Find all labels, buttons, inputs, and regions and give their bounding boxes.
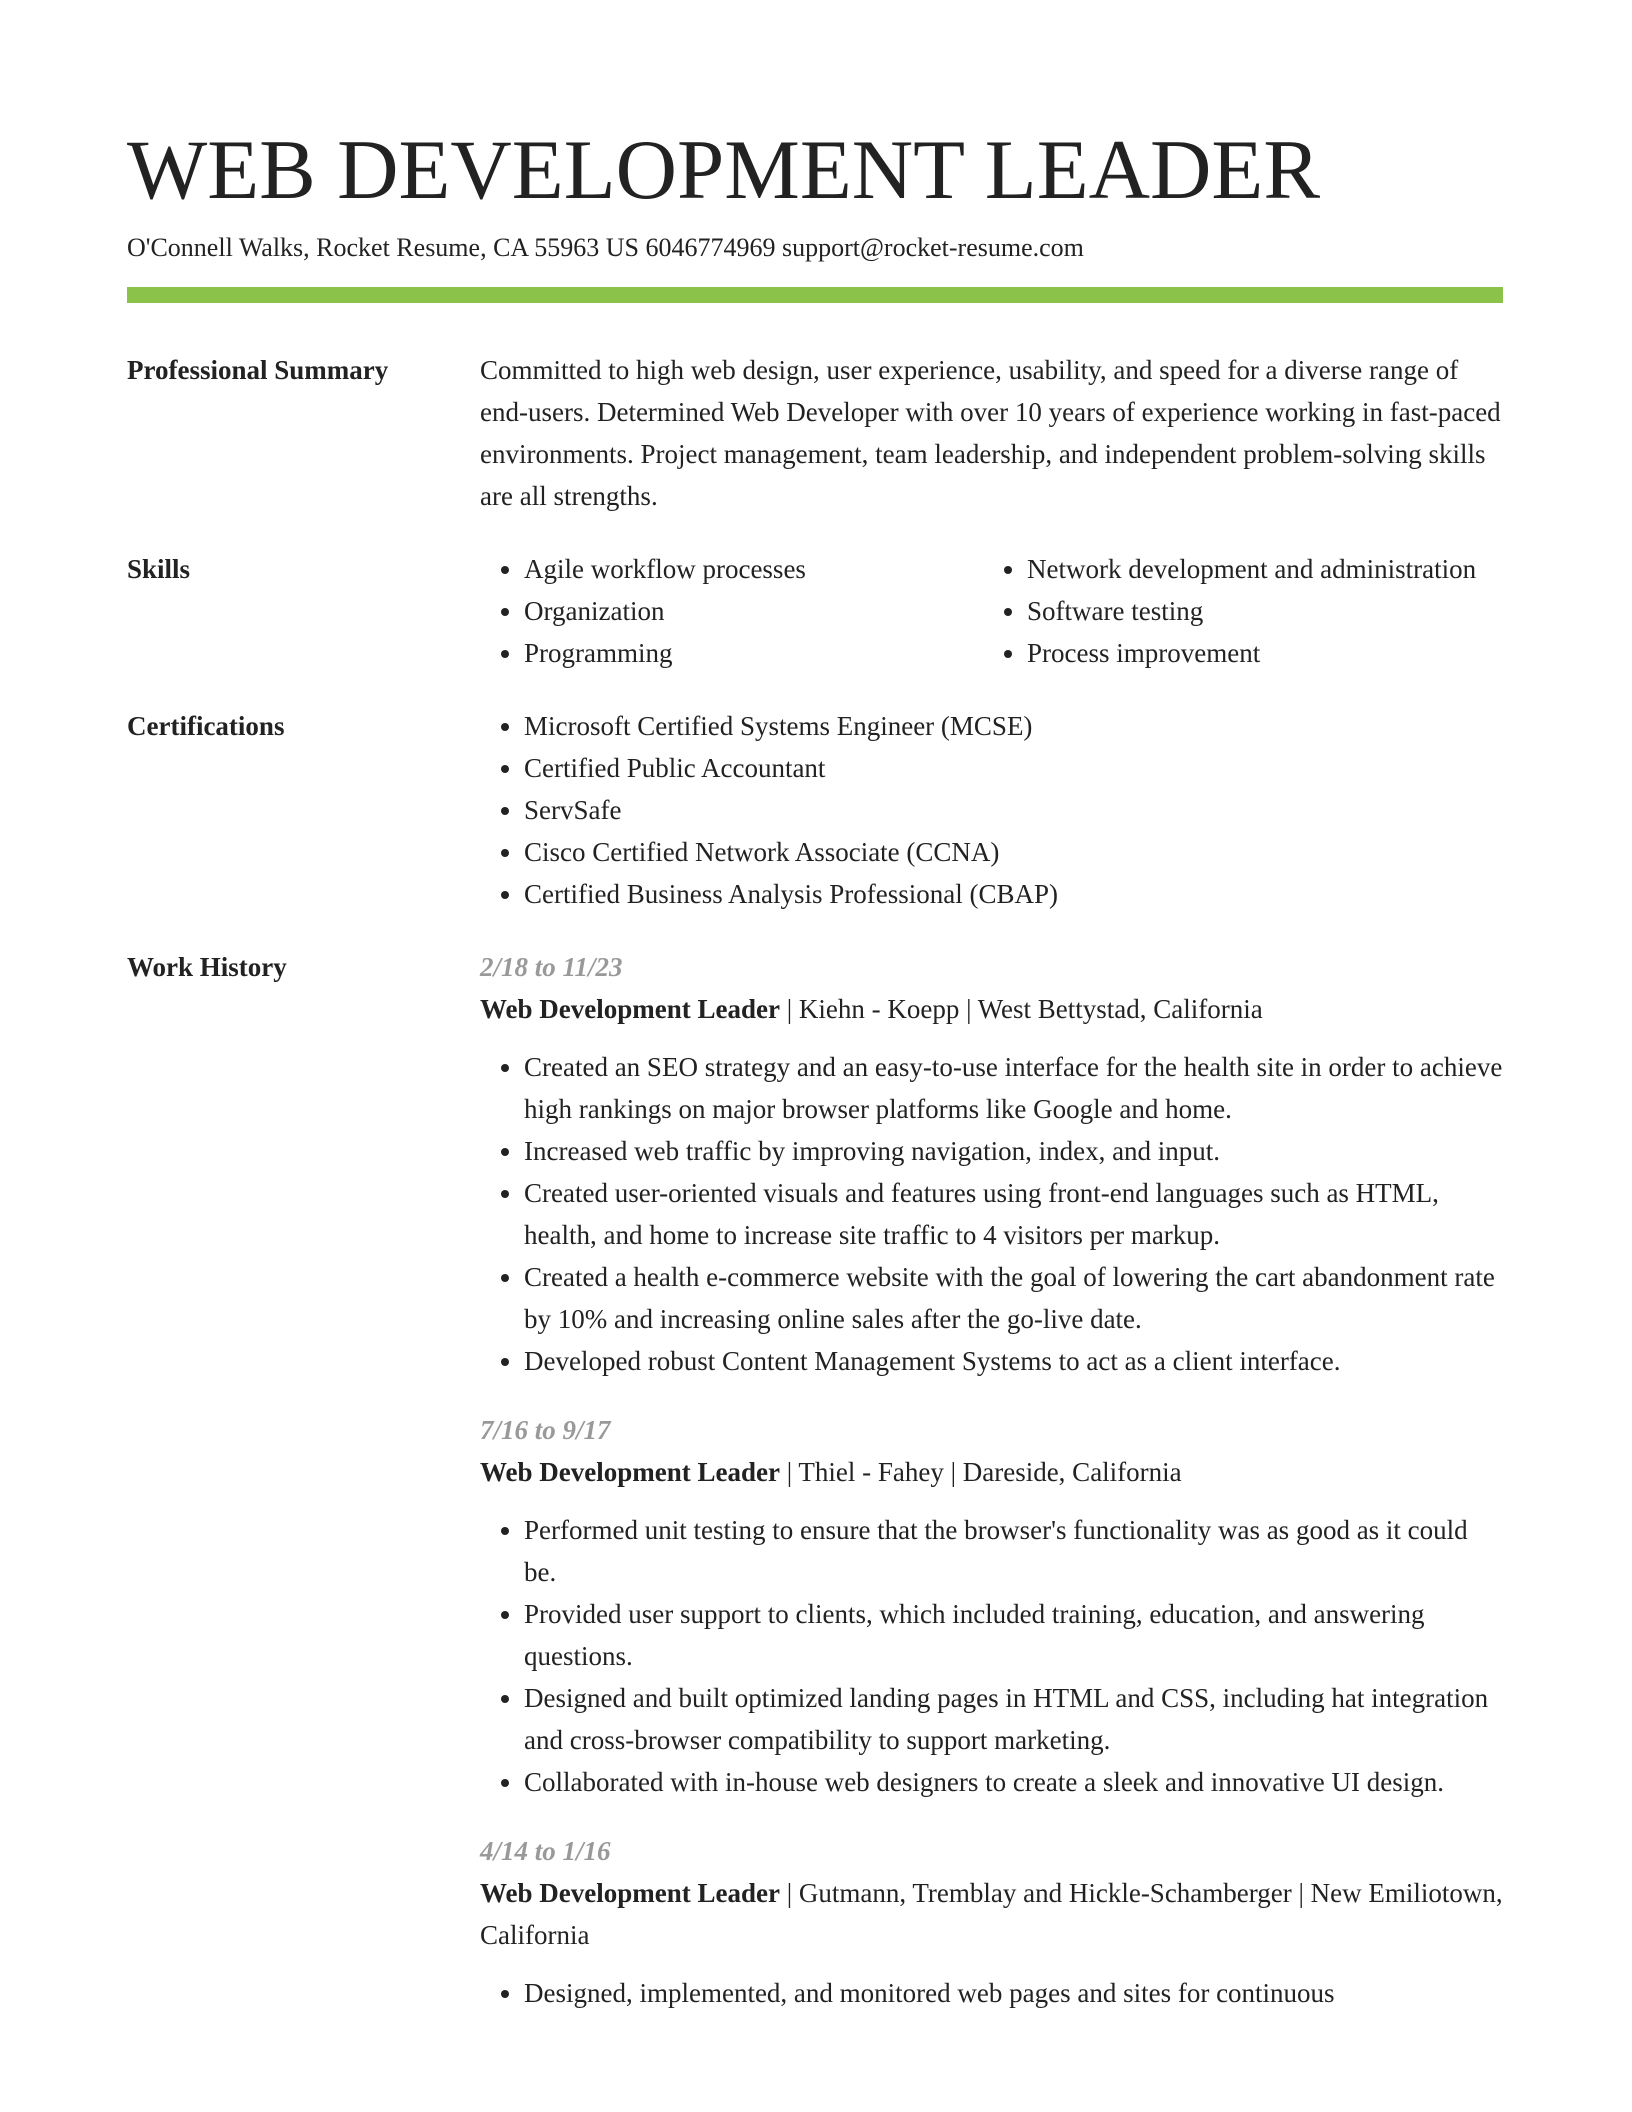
skills-column-right xyxy=(983,548,1486,674)
skill-item: • Process improvement xyxy=(1027,632,1486,674)
job-bullet: • Collaborated with in-house web designers to create a sleek and innovative UI design. xyxy=(524,1761,1503,1803)
job-bullet: • Designed and built optimized landing pages in HTML and CSS, including hat integration and cross-browser compatibility to support marketing. xyxy=(524,1677,1503,1761)
summary-section xyxy=(127,349,1503,517)
skill-item: • Organization xyxy=(524,590,983,632)
job-bullet: • Performed unit testing to ensure that the browser's functionality was as good as it could be. xyxy=(524,1509,1503,1593)
resume-page xyxy=(127,120,1503,2014)
certification-item: • Certified Business Analysis Professional (CBAP) xyxy=(524,873,1503,915)
skills-section xyxy=(127,548,1503,674)
certification-item: • ServSafe xyxy=(524,789,1503,831)
certifications-body xyxy=(480,705,1503,915)
job-dates: 4/14 to 1/16 xyxy=(480,1836,611,1866)
summary-body xyxy=(480,349,1503,517)
skill-item: • Programming xyxy=(524,632,983,674)
work-history-section xyxy=(127,946,1503,2014)
resume-title: WEB DEVELOPMENT LEADER xyxy=(127,123,1321,217)
job-bullet: • Provided user support to clients, which included training, education, and answering questions. xyxy=(524,1593,1503,1677)
skills-body xyxy=(480,548,1503,674)
skills-heading: Skills xyxy=(127,554,191,584)
job-heading xyxy=(480,1872,1503,1956)
job-title: Web Development Leader xyxy=(480,1878,780,1908)
job-bullet: • Created user-oriented visuals and features using front-end languages such as HTML, health, and home to increase site traffic to 4 visitors per markup. xyxy=(524,1172,1503,1256)
certifications-heading: Certifications xyxy=(127,711,285,741)
job-dates: 7/16 to 9/17 xyxy=(480,1415,611,1445)
job-dates: 2/18 to 11/23 xyxy=(480,952,623,982)
certifications-list xyxy=(480,705,1503,915)
job-bullets xyxy=(480,1972,1503,2014)
skill-item: • Network development and administration xyxy=(1027,548,1486,590)
skill-item: • Software testing xyxy=(1027,590,1486,632)
job-bullet: • Created a health e-commerce website with the goal of lowering the cart abandonment rate by 10% and increasing online sales after the go-live date. xyxy=(524,1256,1503,1340)
job-details: | Thiel - Fahey | Dareside, California xyxy=(779,1457,1182,1487)
skills-list-left xyxy=(480,548,983,674)
job-bullets xyxy=(480,1509,1503,1803)
skill-item: • Agile workflow processes xyxy=(524,548,983,590)
work-history-heading: Work History xyxy=(127,952,287,982)
job-heading xyxy=(480,988,1503,1030)
job-details: | Kiehn - Koepp | West Bettystad, California xyxy=(779,994,1263,1024)
job-entry xyxy=(480,946,1503,1382)
job-bullet: • Created an SEO strategy and an easy-to-use interface for the health site in order to achieve high rankings on major browser platforms like Google and home. xyxy=(524,1046,1503,1130)
work-history-body xyxy=(480,946,1503,2014)
contact-line: O'Connell Walks, Rocket Resume, CA 55963 US 6046774969 support@rocket-resume.com xyxy=(127,233,1084,262)
job-entry xyxy=(480,1830,1503,2014)
job-details: | Gutmann, Tremblay and Hickle-Schamberger | New Emiliotown, California xyxy=(480,1878,1503,1950)
skills-list-right xyxy=(983,548,1486,674)
summary-text: Committed to high web design, user experience, usability, and speed for a diverse range of end-users. Determined Web Developer with over 10 years of experience working in fast-paced environments. Project management, team leadership, and independent problem-solving skills are all strengths. xyxy=(480,355,1501,511)
job-bullets xyxy=(480,1046,1503,1382)
job-title: Web Development Leader xyxy=(480,1457,780,1487)
skills-column-left xyxy=(480,548,983,674)
certifications-section xyxy=(127,705,1503,915)
job-bullet: • Designed, implemented, and monitored web pages and sites for continuous xyxy=(524,1972,1503,2014)
certification-item: • Certified Public Accountant xyxy=(524,747,1503,789)
job-heading xyxy=(480,1451,1503,1493)
job-title: Web Development Leader xyxy=(480,994,780,1024)
job-entry xyxy=(480,1409,1503,1803)
certification-item: • Cisco Certified Network Associate (CCNA) xyxy=(524,831,1503,873)
summary-heading: Professional Summary xyxy=(127,355,389,385)
accent-divider xyxy=(127,287,1503,303)
job-bullet: • Developed robust Content Management Systems to act as a client interface. xyxy=(524,1340,1503,1382)
job-bullet: • Increased web traffic by improving navigation, index, and input. xyxy=(524,1130,1503,1172)
certification-item: • Microsoft Certified Systems Engineer (MCSE) xyxy=(524,705,1503,747)
